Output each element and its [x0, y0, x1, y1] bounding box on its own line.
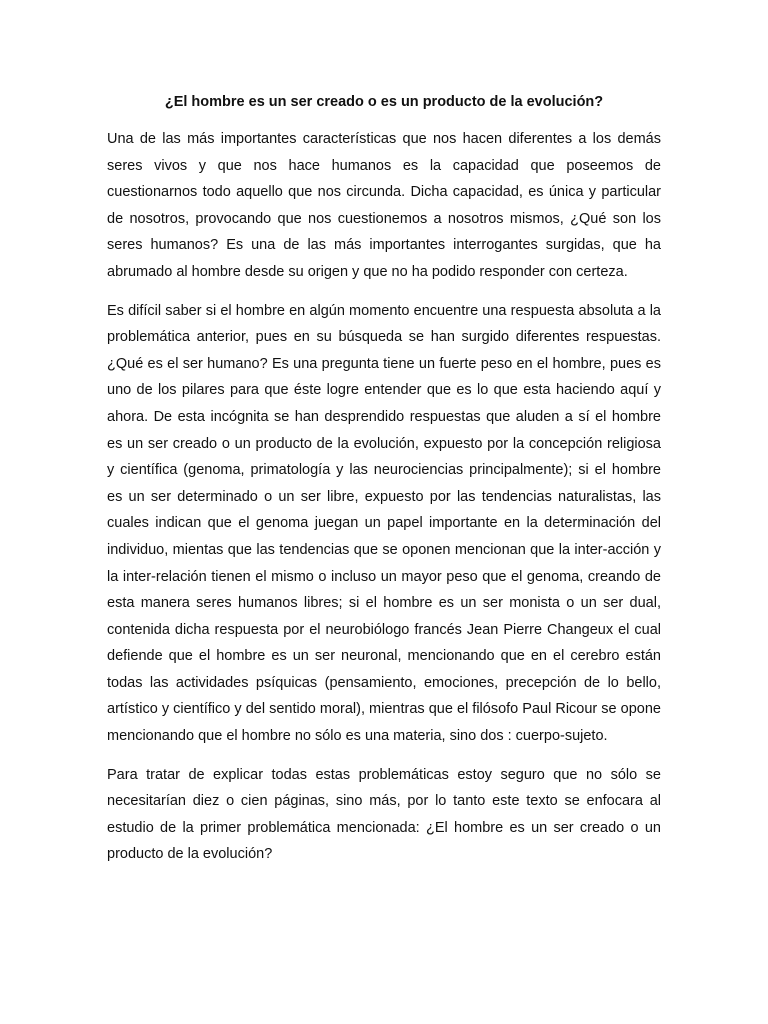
- paragraph-1: Una de las más importantes características que nos hacen diferentes a los demás seres vivos y que nos hace humanos es la capacidad que poseemos de cuestionarnos todo aquello que nos circunda. Dicha capacidad, es única y particular de nosotros, provocando que nos cuestionemos a nosotros mismos, ¿Qué son los seres humanos? Es una de las más importantes interrogantes surgidas, que ha abrumado al hombre desde su origen y que no ha podido responder con certeza.: [107, 131, 661, 280]
- document-body: [107, 92, 661, 868]
- document-title: ¿El hombre es un ser creado o es un producto de la evolución?: [164, 94, 604, 110]
- paragraph-2: Es difícil saber si el hombre en algún momento encuentre una respuesta absoluta a la problemática anterior, pues en su búsqueda se han surgido diferentes respuestas. ¿Qué es el ser humano? Es una pregunta tiene un fuerte peso en el hombre, pues es uno de los pilares para que éste logre entender que es lo que esta haciendo aquí y ahora. De esta incógnita se han desprendido respuestas que aluden a sí el hombre es un ser creado o un producto de la evolución, expuesto por la concepción religiosa y científica (genoma, primatología y las neurociencias principalmente); si el hombre es un ser determinado o un ser libre, expuesto por las tendencias naturalistas, las cuales indican que el genoma juegan un papel importante en la determinación del individuo, mientas que las tendencias que se oponen mencionan que la inter-acción y la inter-relación tienen el mismo o incluso un mayor peso que el genoma, creando de esta manera seres humanos libres; si el hombre es un ser monista o un ser dual, contenida dicha respuesta por el neurobiólogo francés Jean Pierre Changeux el cual defiende que el hombre es un ser neuronal, mencionando que en el cerebro están todas las actividades psíquicas (pensamiento, emociones, precepción de lo bello, artístico y científico y del sentido moral), mientras que el filósofo Paul Ricour se opone mencionando que el hombre no sólo es una materia, sino dos : cuerpo-sujeto.: [107, 302, 661, 745]
- paragraph-3: Para tratar de explicar todas estas problemáticas estoy seguro que no sólo se necesitarían diez o cien páginas, sino más, por lo tanto este texto se enfocara al estudio de la primer problemática mencionada: ¿El hombre es un ser creado o un producto de la evolución?: [107, 766, 661, 863]
